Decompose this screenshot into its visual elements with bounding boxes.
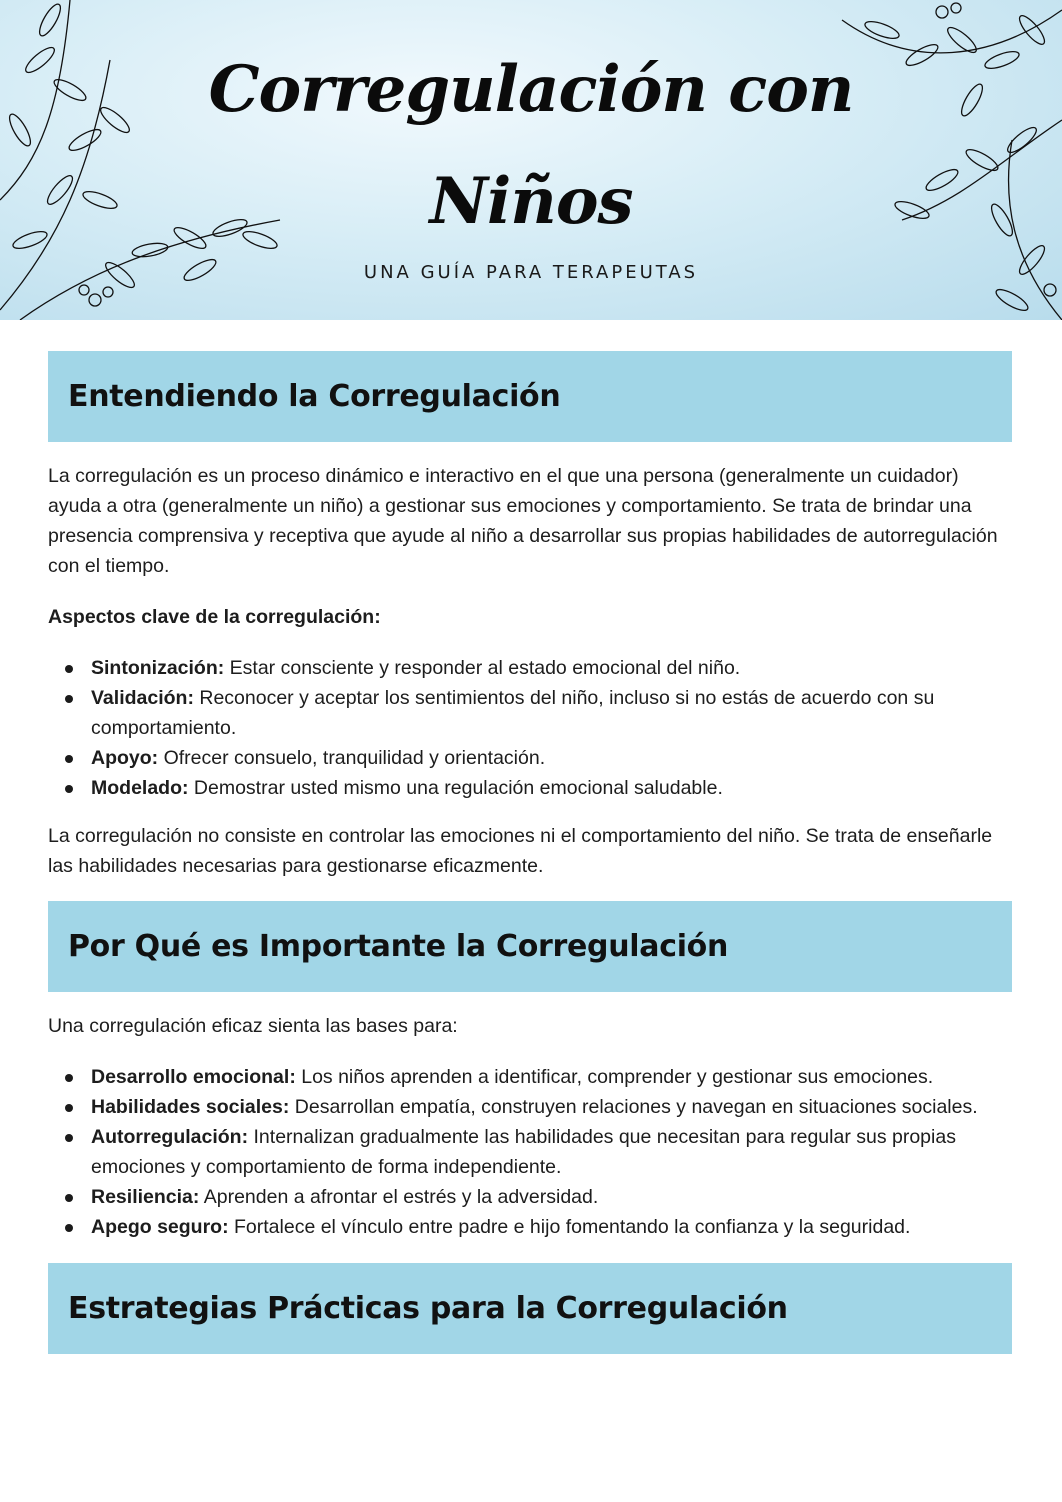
section-heading: Estrategias Prácticas para la Corregulación [68, 1291, 788, 1326]
list-item [48, 653, 1012, 683]
list-item-text: Estar consciente y responder al estado emocional del niño. [224, 657, 741, 679]
list-item-text: Fortalece el vínculo entre padre e hijo fomentando la confianza y la seguridad. [228, 1216, 911, 1238]
bullet-list [48, 1062, 1012, 1242]
list-item-term: Autorregulación: [91, 1126, 249, 1148]
list-item-text: Desarrollan empatía, construyen relaciones y navegan en situaciones sociales. [289, 1096, 978, 1118]
paragraph: La corregulación no consiste en controlar las emociones ni el comportamiento del niño. Se trata de enseñarle las habilidades necesarias para gestionarse eficazmente. [48, 825, 993, 877]
list-item-text: Aprenden a afrontar el estrés y la adversidad. [199, 1186, 599, 1208]
list-item [48, 743, 1012, 773]
list-item [48, 1092, 1012, 1122]
bullet-list [48, 653, 1012, 803]
document-title-line2: Niños [429, 164, 633, 239]
header-banner [0, 0, 1062, 320]
list-item-text: Los niños aprenden a identificar, comprender y gestionar sus emociones. [295, 1066, 934, 1088]
list-item-term: Modelado: [91, 777, 189, 799]
section-heading-bar [48, 1263, 1012, 1354]
document-subtitle: UNA GUÍA PARA TERAPEUTAS [363, 262, 699, 283]
section-heading-bar [48, 901, 1012, 992]
paragraph: Una corregulación eficaz sienta las bases para: [48, 1015, 458, 1037]
list-item-term: Sintonización: [91, 657, 225, 679]
list-item-term: Apoyo: [91, 747, 159, 769]
list-lead: Aspectos clave de la corregulación: [48, 606, 381, 628]
list-item [48, 683, 1012, 743]
paragraph: La corregulación es un proceso dinámico e interactivo en el que una persona (generalmente un cuidador) ayuda a otra (generalmente un niño) a gestionar sus emociones y comportamiento. Se trata de brindar una presencia comprensiva y receptiva que ayude al niño a desarrollar sus propias habilidades de autorregulación con el tiempo. [48, 465, 998, 577]
list-item [48, 1122, 1012, 1182]
list-item-text: Reconocer y aceptar los sentimientos del niño, incluso si no estás de acuerdo con su comportamiento. [91, 687, 935, 739]
document-body [48, 351, 1012, 1354]
section-heading: Por Qué es Importante la Corregulación [68, 929, 729, 964]
list-item [48, 773, 1012, 803]
document-title-line1: Corregulación con [208, 52, 854, 127]
list-item [48, 1212, 1012, 1242]
list-item-term: Habilidades sociales: [91, 1096, 290, 1118]
list-item-term: Validación: [91, 687, 194, 709]
list-item-term: Desarrollo emocional: [91, 1066, 296, 1088]
list-item [48, 1062, 1012, 1092]
list-item-text: Ofrecer consuelo, tranquilidad y orientación. [158, 747, 546, 769]
list-item-term: Resiliencia: [91, 1186, 200, 1208]
list-item-term: Apego seguro: [91, 1216, 229, 1238]
section-heading: Entendiendo la Corregulación [68, 379, 561, 414]
list-item-text: Demostrar usted mismo una regulación emocional saludable. [188, 777, 723, 799]
list-item-text: Internalizan gradualmente las habilidades que necesitan para regular sus propias emociones y comportamiento de forma independiente. [91, 1126, 956, 1178]
section-heading-bar [48, 351, 1012, 442]
list-item [48, 1182, 1012, 1212]
